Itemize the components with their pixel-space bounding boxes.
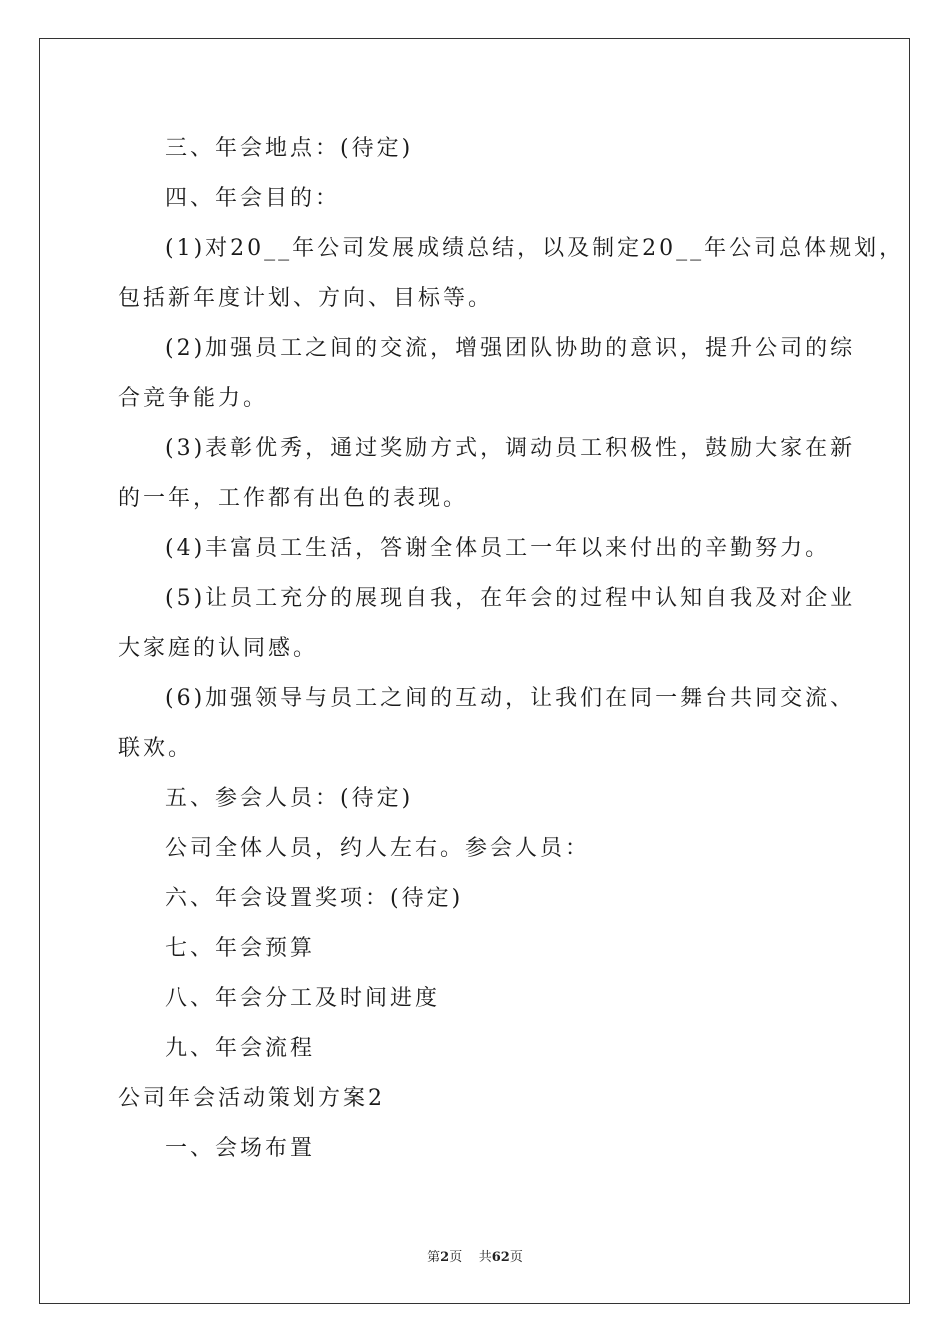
document-title: 公司年会活动策划方案2 xyxy=(118,1086,385,1111)
paragraph-line: (5)让员工充分的展现自我，在年会的过程中认知自我及对企业 xyxy=(165,586,856,611)
total-pages: 62 xyxy=(491,1250,510,1265)
total-prefix: 共 xyxy=(478,1250,492,1265)
paragraph-line: 联欢。 xyxy=(118,736,194,761)
paragraph-line: (3)表彰优秀，通过奖励方式，调动员工积极性，鼓励大家在新 xyxy=(165,436,856,461)
total-suffix: 页 xyxy=(509,1250,523,1265)
section-heading: 六、年会设置奖项：(待定) xyxy=(165,886,464,911)
section-heading: 五、参会人员：(待定) xyxy=(165,786,414,811)
section-heading: 一、会场布置 xyxy=(165,1136,316,1161)
paragraph-line: (6)加强领导与员工之间的互动，让我们在同一舞台共同交流、 xyxy=(165,686,856,711)
page-footer xyxy=(0,1246,950,1265)
paragraph-line: 的一年，工作都有出色的表现。 xyxy=(118,486,469,511)
page-suffix: 页 xyxy=(449,1250,463,1265)
document-body xyxy=(118,124,905,1174)
paragraph-line: 公司全体人员，约人左右。参会人员： xyxy=(165,836,591,861)
section-heading: 八、年会分工及时间进度 xyxy=(165,986,441,1011)
paragraph-line: (4)丰富员工生活，答谢全体员工一年以来付出的辛勤努力。 xyxy=(165,536,831,561)
paragraph-line: 大家庭的认同感。 xyxy=(118,636,319,661)
section-heading: 四、年会目的： xyxy=(165,186,341,211)
paragraph-line: 包括新年度计划、方向、目标等。 xyxy=(118,286,494,311)
section-heading: 三、年会地点：(待定) xyxy=(165,136,414,161)
paragraph-line: (2)加强员工之间的交流，增强团队协助的意识，提升公司的综 xyxy=(165,336,856,361)
section-heading: 七、年会预算 xyxy=(165,936,316,961)
section-heading: 九、年会流程 xyxy=(165,1036,316,1061)
page-prefix: 第 xyxy=(427,1250,441,1265)
page-number: 2 xyxy=(440,1250,450,1265)
paragraph-line: 合竞争能力。 xyxy=(118,386,269,411)
paragraph-line: (1)对20__年公司发展成绩总结，以及制定20__年公司总体规划， xyxy=(165,236,905,261)
